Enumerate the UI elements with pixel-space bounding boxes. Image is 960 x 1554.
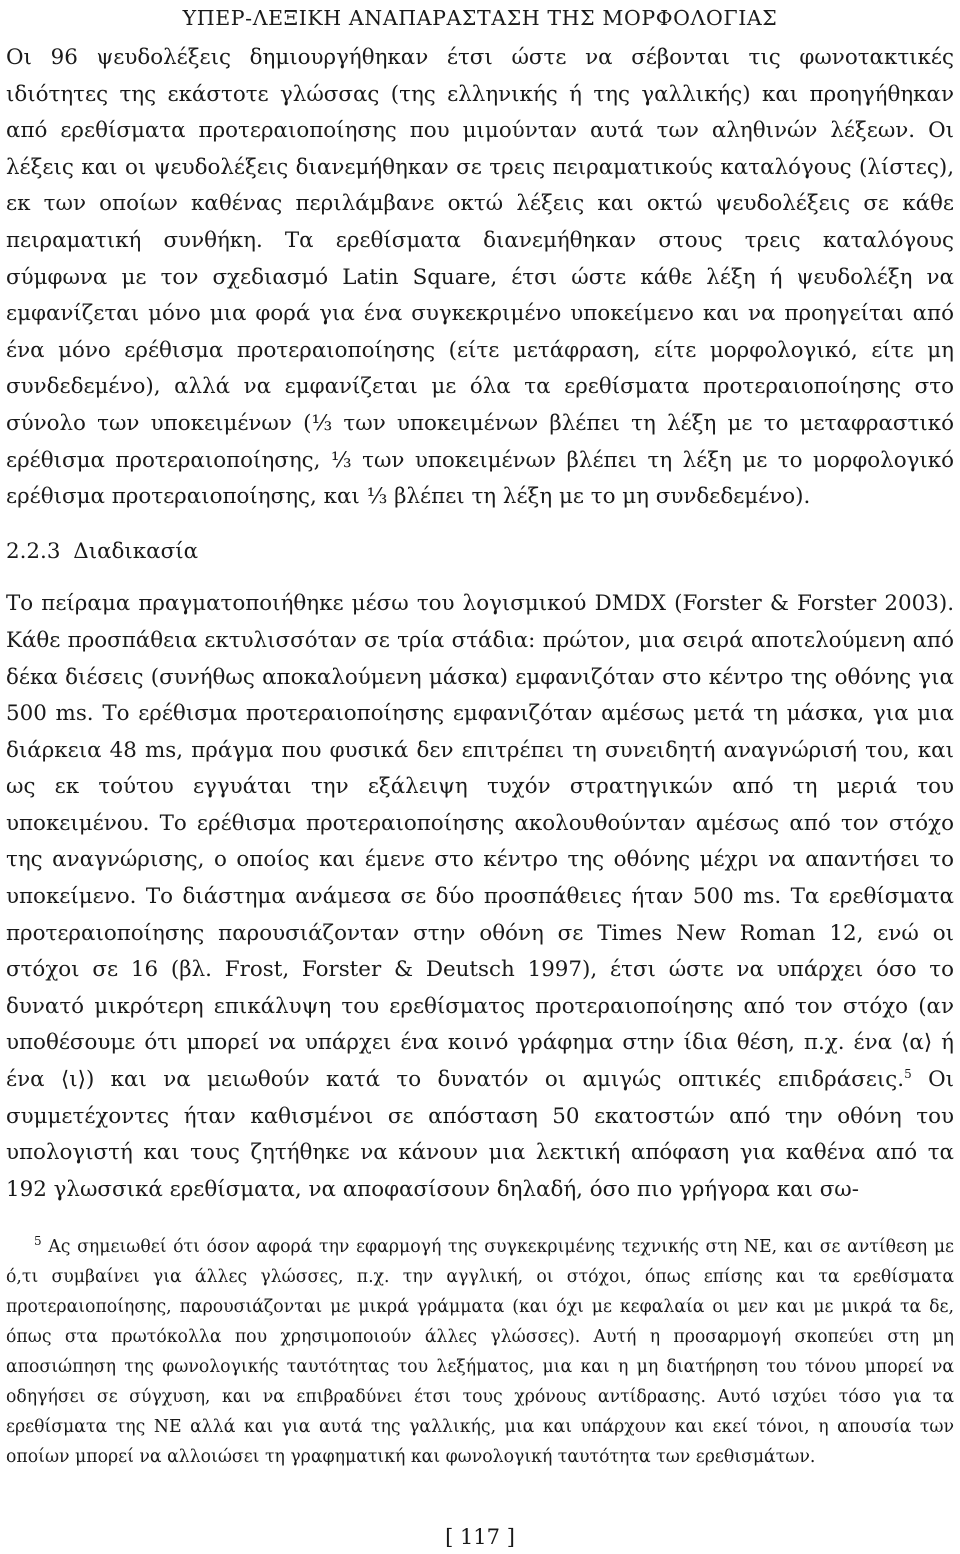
paragraph-procedure <box>6 586 954 1208</box>
section-heading <box>6 534 954 571</box>
footnote-reference[interactable]: 5 <box>904 1066 912 1081</box>
procedure-text-part-1: Το πείραμα πραγματοποιήθηκε μέσω του λογισμικού DMDX (Forster & Forster 2003). Κάθε προσπάθεια εκτυλισσόταν σε τρία στάδια: πρώτον, μια σειρά αποτελούμενη από δέκα διέσεις (συνήθως αποκαλούμενη μάσκα) εμφανιζόταν στο κέντρο της οθόνης για 500 ms. Το ερέθισμα προτεραιοποίησης εμφανιζόταν αμέσως μετά τη μάσκα, για μια διάρκεια 48 ms, πράγμα που φυσικά δεν επιτρέπει τη συνειδητή αναγνώρισή του, και ως εκ τούτου εγγυάται την εξάλειψη τυχόν στρατηγικών από τη μεριά του υποκειμένου. Το ερέθισμα προτεραιοποίησης ακολουθούνταν αμέσως από τον στόχο της αναγνώρισης, ο οποίος και έμενε στο κέντρο της οθόνης μέχρι να απαντήσει το υποκείμενο. Το διάστημα ανάμεσα σε δύο προσπάθειες ήταν 500 ms. Τα ερεθίσματα προτεραιοποίησης παρουσιάζονταν στην οθόνη σε Times New Roman 12, ενώ οι στόχοι σε 16 (βλ. Frost, Forster & Deutsch 1997), έτσι ώστε να υπάρχει όσο το δυνατό μικρότερη επικάλυψη του ερεθίσματος προτεραιοποίησης από τον στόχο (αν υποθέσουμε ότι μπορεί να υπάρχει ένα κοινό γράφημα στην ίδια θέση, π.χ. ένα ⟨α⟩ ή ένα ⟨ι⟩) και να μειωθούν κατά το δυνατόν οι αμιγώς οπτικές επιδράσεις. <box>6 591 954 1093</box>
footnote-text: Ας σημειωθεί ότι όσον αφορά την εφαρμογή της συγκεκριμένης τεχνικής στη ΝΕ, και σε αντίθεση με ό,τι συμβαίνει για άλλες γλώσσες, π.χ. την αγγλική, οι στόχοι, όπως επίσης και τα ερεθίσματα προτεραιοποίησης, παρουσιάζονται με μικρά γράμματα (και όχι με κεφαλαία οι μεν και με μικρά τα δε, όπως στα πρωτόκολλα που χρησιμοποιούν άλλες γλώσσες). Αυτή η προσαρμογή σκοπεύει στη μη αποσιώπηση της φωνολογικής ταυτότητας του λεξήματος, μια και η μη διατήρηση του τόνου μπορεί να οδηγήσει σε σύγχυση, και να επιβραδύνει έτσι τους χρόνους αντίδρασης. Αυτό ισχύει τόσο για τα ερεθίσματα της ΝΕ αλλά και για αυτά της γαλλικής, μια και υπάρχουν και εκεί τόνοι, η απουσία των οποίων μπορεί να αλλοιώσει τη γραφηματική και φωνολογική ταυτότητα των ερεθισμάτων. <box>6 1237 954 1468</box>
running-head: ΥΠΕΡ-ΛΕΞΙΚΗ ΑΝΑΠΑΡΑΣΤΑΣΗ ΤΗΣ ΜΟΡΦΟΛΟΓΙΑΣ <box>182 6 778 30</box>
footnotes <box>6 1232 954 1472</box>
section-title: Διαδικασία <box>73 538 199 564</box>
footnote-marker: 5 <box>34 1234 42 1249</box>
page-number: [ 117 ] <box>445 1525 515 1549</box>
procedure-text-part-2: Οι συμμετέχοντες ήταν καθισμένοι σε απόσταση 50 εκατοστών από την οθόνη του υπολογιστή και τους ζητήθηκε να κάνουν μια λεκτική απόφαση για καθένα από τα 192 γλωσσικά ερεθίσματα, να αποφασίσουν δηλαδή, όσο πιο γρήγορα και σω- <box>6 1067 954 1202</box>
paragraph-materials: Οι 96 ψευδολέξεις δημιουργήθηκαν έτσι ώστε να σέβονται τις φωνοτακτικές ιδιότητες της εκάστοτε γλώσσας (της ελληνικής ή της γαλλικής) και προηγήθηκαν από ερεθίσματα προτεραιοποίησης που μιμούνταν αυτά των αληθινών λέξεων. Οι λέξεις και οι ψευδολέξεις διανεμήθηκαν σε τρεις πειραματικούς καταλόγους (λίστες), εκ των οποίων καθένας περιλάμβανε οκτώ λέξεις και οκτώ ψευδολέξεις σε κάθε πειραματική συνθήκη. Τα ερεθίσματα διανεμήθηκαν στους τρεις καταλόγους σύμφωνα με τον σχεδιασμό Latin Square, έτσι ώστε κάθε λέξη ή ψευδολέξη να εμφανίζεται μόνο μια φορά για ένα συγκεκριμένο υποκείμενο και να προηγείται από ένα μόνο ερέθισμα προτεραιοποίησης (είτε μετάφραση, είτε μορφολογικό, είτε μη συνδεδεμένο), αλλά να εμφανίζεται με όλα τα ερεθίσματα προτεραιοποίησης στο σύνολο των υποκειμένων (⅓ των υποκειμένων βλέπει τη λέξη με το μεταφραστικό ερέθισμα προτεραιοποίησης, ⅓ των υποκειμένων βλέπει τη λέξη με το μορφολογικό ερέθισμα προτεραιοποίησης, και ⅓ βλέπει τη λέξη με το μη συνδεδεμένο). <box>6 45 954 510</box>
footnote-5 <box>6 1232 954 1472</box>
section-number: 2.2.3 <box>6 538 61 564</box>
